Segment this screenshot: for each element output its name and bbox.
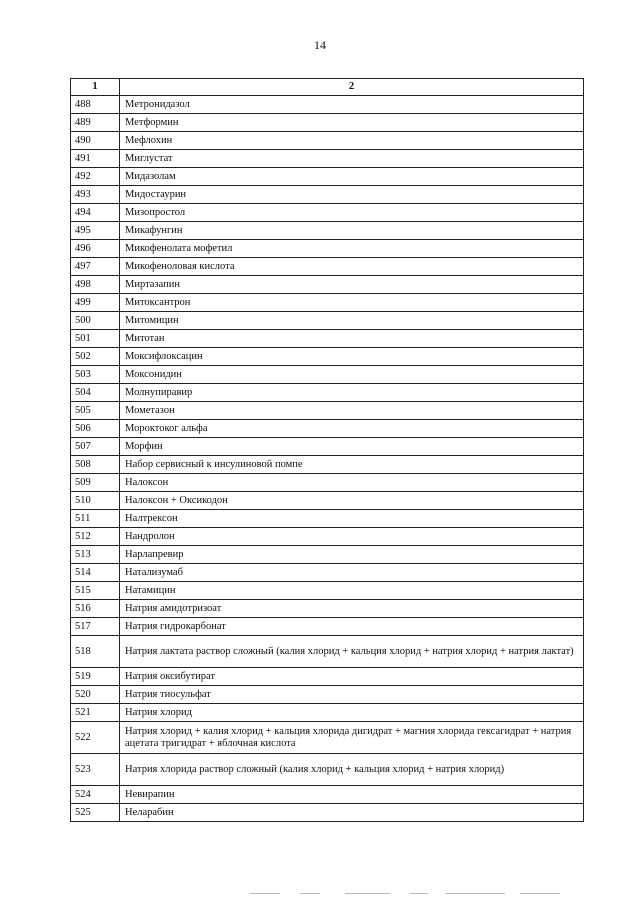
column-header-number: 1 bbox=[71, 79, 120, 96]
table-row bbox=[71, 804, 584, 822]
drug-name: Невирапин bbox=[120, 786, 584, 804]
row-number: 509 bbox=[71, 474, 120, 492]
footer-scan-marks bbox=[0, 890, 640, 898]
table-row bbox=[71, 330, 584, 348]
table-row bbox=[71, 150, 584, 168]
table-row bbox=[71, 384, 584, 402]
drug-name: Морфин bbox=[120, 438, 584, 456]
drug-name: Микофенолата мофетил bbox=[120, 240, 584, 258]
drug-name: Натрия лактата раствор сложный (калия хлорид + кальция хлорид + натрия хлорид + натрия лактат) bbox=[120, 636, 584, 668]
row-number: 525 bbox=[71, 804, 120, 822]
row-number: 500 bbox=[71, 312, 120, 330]
drug-name: Моксонидин bbox=[120, 366, 584, 384]
drug-name: Миртазапин bbox=[120, 276, 584, 294]
drug-name: Натрия оксибутират bbox=[120, 668, 584, 686]
table-body bbox=[71, 96, 584, 822]
drug-name: Налоксон + Оксикодон bbox=[120, 492, 584, 510]
drug-name: Натрия амидотризоат bbox=[120, 600, 584, 618]
row-number: 521 bbox=[71, 704, 120, 722]
table-row bbox=[71, 722, 584, 754]
column-header-name: 2 bbox=[120, 79, 584, 96]
drug-name: Моксифлоксацин bbox=[120, 348, 584, 366]
page-number: 14 bbox=[314, 38, 326, 52]
drug-name: Натамицин bbox=[120, 582, 584, 600]
row-number: 524 bbox=[71, 786, 120, 804]
drug-name: Метформин bbox=[120, 114, 584, 132]
table-row bbox=[71, 474, 584, 492]
table-row bbox=[71, 510, 584, 528]
row-number: 492 bbox=[71, 168, 120, 186]
table-row bbox=[71, 258, 584, 276]
drug-name: Натрия гидрокарбонат bbox=[120, 618, 584, 636]
table-row bbox=[71, 686, 584, 704]
drug-name: Налоксон bbox=[120, 474, 584, 492]
drug-name: Натрия хлорид bbox=[120, 704, 584, 722]
table-row bbox=[71, 704, 584, 722]
row-number: 511 bbox=[71, 510, 120, 528]
drug-name: Мидостаурин bbox=[120, 186, 584, 204]
row-number: 503 bbox=[71, 366, 120, 384]
row-number: 499 bbox=[71, 294, 120, 312]
table-header-row bbox=[71, 79, 584, 96]
table-row bbox=[71, 786, 584, 804]
table-row bbox=[71, 168, 584, 186]
drug-name: Мидазолам bbox=[120, 168, 584, 186]
row-number: 514 bbox=[71, 564, 120, 582]
table-row bbox=[71, 348, 584, 366]
drug-name: Натрия хлорид + калия хлорид + кальция хлорида дигидрат + магния хлорида гексагидрат + натрия ацетата тригидрат + яблочная кислота bbox=[120, 722, 584, 754]
table-row bbox=[71, 204, 584, 222]
table-row bbox=[71, 582, 584, 600]
table-row bbox=[71, 528, 584, 546]
drug-name: Натализумаб bbox=[120, 564, 584, 582]
row-number: 488 bbox=[71, 96, 120, 114]
table-row bbox=[71, 402, 584, 420]
row-number: 491 bbox=[71, 150, 120, 168]
table-row bbox=[71, 240, 584, 258]
table-row bbox=[71, 186, 584, 204]
drug-name: Мефлохин bbox=[120, 132, 584, 150]
drug-name: Митоксантрон bbox=[120, 294, 584, 312]
drug-name: Нандролон bbox=[120, 528, 584, 546]
table-row bbox=[71, 456, 584, 474]
row-number: 517 bbox=[71, 618, 120, 636]
table-row bbox=[71, 546, 584, 564]
table-row bbox=[71, 132, 584, 150]
drug-name: Митомицин bbox=[120, 312, 584, 330]
row-number: 504 bbox=[71, 384, 120, 402]
row-number: 518 bbox=[71, 636, 120, 668]
row-number: 493 bbox=[71, 186, 120, 204]
row-number: 522 bbox=[71, 722, 120, 754]
row-number: 505 bbox=[71, 402, 120, 420]
row-number: 516 bbox=[71, 600, 120, 618]
drug-name: Натрия хлорида раствор сложный (калия хлорид + кальция хлорид + натрия хлорид) bbox=[120, 754, 584, 786]
row-number: 489 bbox=[71, 114, 120, 132]
drug-name: Микафунгин bbox=[120, 222, 584, 240]
table-row bbox=[71, 636, 584, 668]
table-row bbox=[71, 438, 584, 456]
table-row bbox=[71, 114, 584, 132]
drug-name: Мометазон bbox=[120, 402, 584, 420]
drug-name: Митотан bbox=[120, 330, 584, 348]
drug-name: Набор сервисный к инсулиновой помпе bbox=[120, 456, 584, 474]
row-number: 523 bbox=[71, 754, 120, 786]
table-row bbox=[71, 222, 584, 240]
table-row bbox=[71, 564, 584, 582]
row-number: 490 bbox=[71, 132, 120, 150]
row-number: 496 bbox=[71, 240, 120, 258]
table-row bbox=[71, 600, 584, 618]
table-row bbox=[71, 754, 584, 786]
row-number: 513 bbox=[71, 546, 120, 564]
table-row bbox=[71, 312, 584, 330]
row-number: 519 bbox=[71, 668, 120, 686]
table-row bbox=[71, 366, 584, 384]
row-number: 506 bbox=[71, 420, 120, 438]
table-row bbox=[71, 96, 584, 114]
table-row bbox=[71, 618, 584, 636]
drug-name: Мороктоког альфа bbox=[120, 420, 584, 438]
row-number: 495 bbox=[71, 222, 120, 240]
drug-name: Метронидазол bbox=[120, 96, 584, 114]
drug-table bbox=[70, 78, 584, 822]
row-number: 498 bbox=[71, 276, 120, 294]
table-row bbox=[71, 276, 584, 294]
drug-name: Натрия тиосульфат bbox=[120, 686, 584, 704]
drug-name: Мизопростол bbox=[120, 204, 584, 222]
row-number: 512 bbox=[71, 528, 120, 546]
table-row bbox=[71, 668, 584, 686]
drug-name: Молнупиравир bbox=[120, 384, 584, 402]
row-number: 510 bbox=[71, 492, 120, 510]
row-number: 502 bbox=[71, 348, 120, 366]
row-number: 508 bbox=[71, 456, 120, 474]
row-number: 515 bbox=[71, 582, 120, 600]
row-number: 520 bbox=[71, 686, 120, 704]
row-number: 501 bbox=[71, 330, 120, 348]
row-number: 507 bbox=[71, 438, 120, 456]
drug-name: Микофеноловая кислота bbox=[120, 258, 584, 276]
table-row bbox=[71, 492, 584, 510]
drug-name: Налтрексон bbox=[120, 510, 584, 528]
row-number: 494 bbox=[71, 204, 120, 222]
drug-name: Миглустат bbox=[120, 150, 584, 168]
row-number: 497 bbox=[71, 258, 120, 276]
drug-name: Нарлапревир bbox=[120, 546, 584, 564]
table-row bbox=[71, 294, 584, 312]
drug-name: Неларабин bbox=[120, 804, 584, 822]
table-row bbox=[71, 420, 584, 438]
